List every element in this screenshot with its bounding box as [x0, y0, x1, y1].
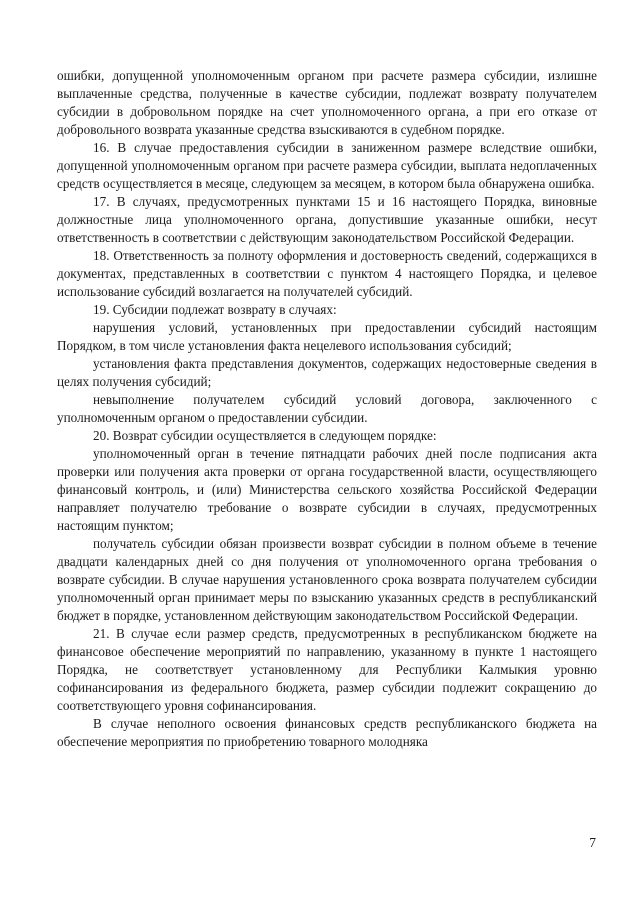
paragraph-21-continuation: В случае неполного освоения финансовых средств республиканского бюджета на обеспечение мероприятия по приобретению товарного молодняка [57, 716, 597, 749]
paragraph-20-item-1: уполномоченный орган в течение пятнадцати рабочих дней после подписания акта проверки или получения акта проверки от органа государственной власти, осуществляющего финансовый контроль, и (или) Министерства сельского хозяйства Российской Федерации направляет получателю требование о возврате субсидии в случаях, предусмотренных настоящим пунктом; [57, 446, 597, 533]
paragraph-19-item-2: установления факта представления документов, содержащих недостоверные сведения в целях получения субсидий; [57, 356, 597, 389]
paragraph-20: 20. Возврат субсидии осуществляется в следующем порядке: [93, 428, 437, 443]
paragraph-21: 21. В случае если размер средств, предусмотренных в республиканском бюджете на финансовое обеспечение мероприятий по направлению, указанному в пункте 1 настоящего Порядка, не соответствует установленному для Республики Калмыкия уровню софинансирования из федерального бюджета, размер субсидии подлежит сокращению до соответствующего уровня софинансирования. [57, 626, 597, 713]
paragraph-19: 19. Субсидии подлежат возврату в случаях: [93, 302, 337, 317]
paragraph-18: 18. Ответственность за полноту оформления и достоверность сведений, содержащихся в документах, представленных в соответствии с пунктом 4 настоящего Порядка, и целевое использование субсидий возлагается на получателей субсидий. [57, 248, 597, 299]
paragraph-20-item-2: получатель субсидии обязан произвести возврат субсидии в полном объеме в течение двадцати календарных дней со дня получения от уполномоченного органа требования о возврате субсидии. В случае нарушения установленного срока возврата получателем субсидии уполномоченный орган принимает меры по взысканию указанных средств в республиканский бюджет в порядке, установленном действующим законодательством Российской Федерации. [57, 536, 597, 623]
page-number: 7 [589, 835, 596, 850]
paragraph-16: 16. В случае предоставления субсидии в заниженном размере вследствие ошибки, допущенной уполномоченным органом при расчете размера субсидии, выплата недоплаченных средств осуществляется в месяце, следующем за месяцем, в котором была обнаружена ошибка. [57, 140, 597, 191]
document-body [57, 67, 597, 751]
paragraph-19-item-1: нарушения условий, установленных при предоставлении субсидий настоящим Порядком, в том числе установления факта нецелевого использования субсидий; [57, 320, 597, 353]
paragraph-17: 17. В случаях, предусмотренных пунктами 15 и 16 настоящего Порядка, виновные должностные лица уполномоченного органа, допустившие указанные ошибки, несут ответственность в соответствии с действующим законодательством Российской Федерации. [57, 194, 597, 245]
paragraph-19-item-3: невыполнение получателем субсидий условий договора, заключенного с уполномоченным органом о предоставлении субсидии. [57, 392, 597, 425]
paragraph-1: ошибки, допущенной уполномоченным органом при расчете размера субсидии, излишне выплаченные средства, полученные в качестве субсидии, подлежат возврату получателем субсидии в добровольном порядке на счет уполномоченного органа, а при его отказе от добровольного возврата указанные средства взыскиваются в судебном порядке. [57, 68, 597, 137]
